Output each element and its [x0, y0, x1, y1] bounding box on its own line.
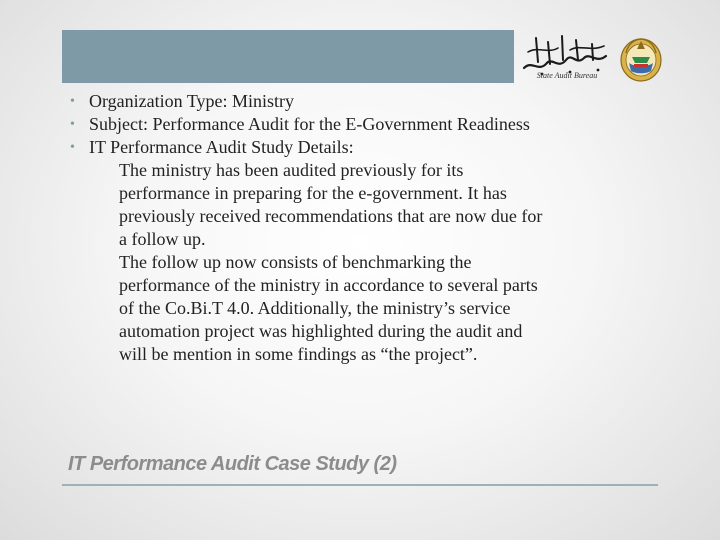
title-underline — [62, 484, 658, 486]
state-audit-bureau-logo — [514, 30, 664, 85]
paragraph-line: previously received recommendations that are now due for — [119, 206, 543, 226]
slide-title: IT Performance Audit Case Study (2) — [68, 453, 397, 475]
slide-content — [70, 90, 670, 366]
bullet-icon: • — [70, 140, 75, 155]
details-paragraph-2 — [119, 251, 670, 366]
logo-caption: State Audit Bureau — [536, 71, 598, 80]
paragraph-line: of the Co.Bi.T 4.0. Additionally, the ministry’s service — [119, 298, 511, 318]
bullet-icon: • — [70, 94, 75, 109]
bullet-text: Subject: Performance Audit for the E-Government Readiness — [89, 114, 530, 134]
bullet-text: Organization Type: Ministry — [89, 91, 295, 111]
bullet-item — [70, 113, 670, 136]
details-paragraph-1 — [119, 159, 670, 251]
paragraph-line: a follow up. — [119, 229, 206, 249]
paragraph-line: will be mention in some findings as “the project”. — [119, 344, 478, 364]
bullet-icon: • — [70, 117, 75, 132]
paragraph-line: The follow up now consists of benchmarking the — [119, 252, 472, 272]
bullet-text: IT Performance Audit Study Details: — [89, 137, 354, 157]
national-emblem-icon — [618, 33, 664, 83]
header-bar — [62, 30, 514, 83]
paragraph-line: automation project was highlighted during the audit and — [119, 321, 523, 341]
bullet-item — [70, 136, 670, 159]
bullet-item — [70, 90, 670, 113]
paragraph-line: The ministry has been audited previously for its — [119, 160, 464, 180]
paragraph-line: performance of the ministry in accordance to several parts — [119, 275, 538, 295]
paragraph-line: performance in preparing for the e-government. It has — [119, 183, 507, 203]
